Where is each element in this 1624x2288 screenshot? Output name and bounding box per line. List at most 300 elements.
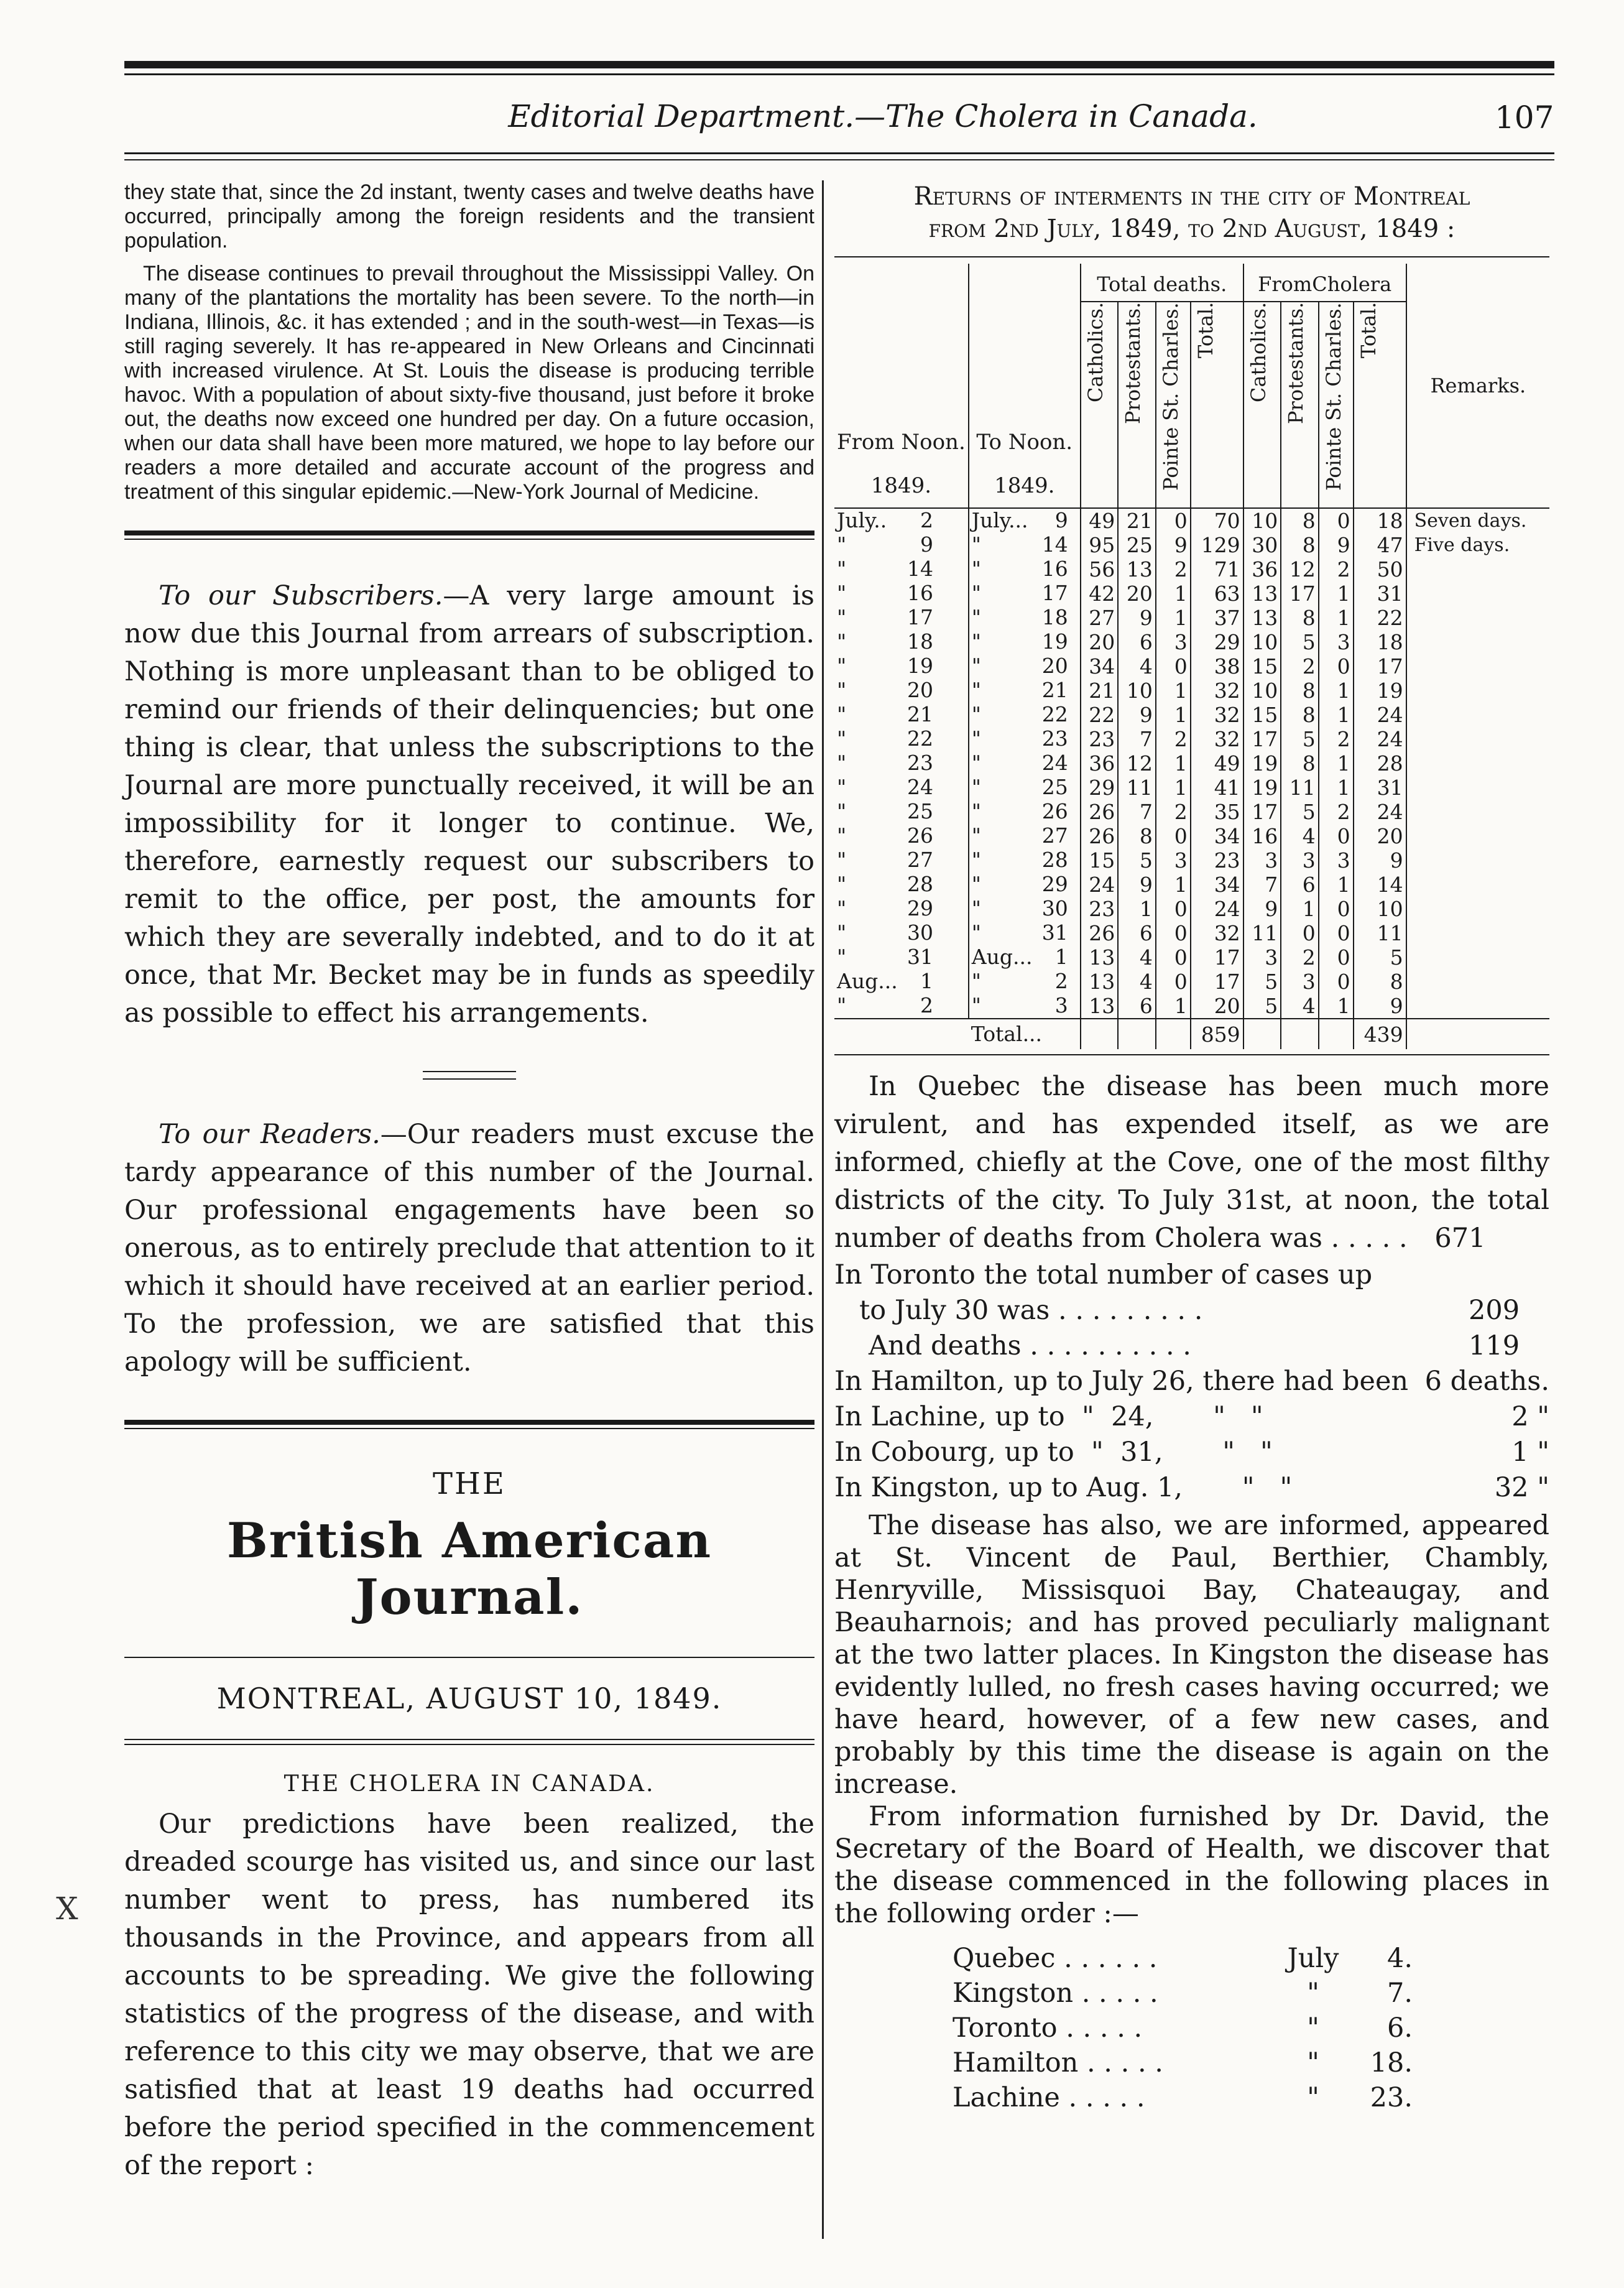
cholera-protestants-cell: 8	[1281, 533, 1319, 557]
to-date-cell: " 14	[969, 533, 1081, 557]
cholera-catholics-cell: 15	[1243, 654, 1281, 679]
cholera-catholics-cell: 5	[1243, 970, 1281, 994]
cholera-protestants-cell: 5	[1281, 800, 1319, 824]
protestants-cell: 4	[1118, 970, 1156, 994]
short-rule	[423, 1071, 516, 1080]
table-row	[834, 751, 1549, 776]
cholera-protestants-cell: 3	[1281, 970, 1319, 994]
cholera-total-cell: 24	[1354, 703, 1406, 727]
head-rule-2	[124, 159, 1554, 160]
from-date-cell: " 9	[834, 533, 969, 557]
intro-paragraph: The disease continues to prevail throughout the Mississippi Valley. On many of the plantations the mortality has been severe. To the north—in Indiana, Illinois, &c. it has extended ; and in the south-west—in Texas—is still raging severely. It has re-appeared in New Orleans and Cincinnati with increased virulence. At St. Louis the disease is producing terrible havoc. With a population of about sixty-five thousand, just before it broke out, the deaths now exceed one hundred per day. On a future occasion, when our data shall have been more matured, we hope to lay before our readers a more detailed and accurate account of the progress and treatment of this singular epidemic.—New-York Journal of Medicine.	[124, 262, 814, 504]
quebec-paragraph	[834, 1068, 1549, 1257]
from-date-cell: " 25	[834, 800, 969, 824]
total-cell: 34	[1191, 824, 1243, 848]
to-date-cell: July... 9	[969, 508, 1081, 533]
to-date-cell: " 29	[969, 873, 1081, 897]
to-date-cell: " 3	[969, 994, 1081, 1019]
cholera-protestants-cell: 2	[1281, 945, 1319, 970]
total-cell: 32	[1191, 703, 1243, 727]
cholera-protestants-cell: 8	[1281, 703, 1319, 727]
remarks-cell	[1406, 800, 1549, 824]
protestants-cell: 6	[1118, 630, 1156, 654]
cholera-protestants-cell: 4	[1281, 824, 1319, 848]
to-date-cell: Aug... 1	[969, 945, 1081, 970]
section-title: THE CHOLERA IN CANADA.	[284, 1771, 655, 1797]
pointe-cell: 0	[1156, 508, 1191, 533]
interments-table	[834, 264, 1549, 1049]
cholera-pointe-cell: 0	[1319, 897, 1354, 921]
remarks-cell	[1406, 848, 1549, 873]
cholera-protestants-cell: 2	[1281, 654, 1319, 679]
cholera-total-cell: 19	[1354, 679, 1406, 703]
table-row	[834, 654, 1549, 679]
catholics-cell: 34	[1081, 654, 1119, 679]
pointe-cell: 1	[1156, 751, 1191, 776]
cholera-pointe-cell: 1	[1319, 581, 1354, 606]
catholics-cell: 26	[1081, 800, 1119, 824]
catholics-cell: 49	[1081, 508, 1119, 533]
cholera-total-cell: 18	[1354, 508, 1406, 533]
remarks-cell	[1406, 557, 1549, 581]
cholera-total-cell: 20	[1354, 824, 1406, 848]
remarks-cell	[1406, 824, 1549, 848]
cholera-pointe-cell: 1	[1319, 751, 1354, 776]
total-cell: 17	[1191, 945, 1243, 970]
cholera-catholics-cell: 10	[1243, 508, 1281, 533]
cholera-total-cell: 28	[1354, 751, 1406, 776]
table-row	[834, 776, 1549, 800]
remarks-cell	[1406, 630, 1549, 654]
readers-lead: To our Readers.	[159, 1119, 381, 1150]
table-row	[834, 703, 1549, 727]
cholera-catholics-cell: 13	[1243, 581, 1281, 606]
from-date-cell: " 18	[834, 630, 969, 654]
cobourg-deaths: In Cobourg, up to " 31, " " 1 "	[834, 1437, 1549, 1468]
protestants-cell: 6	[1118, 994, 1156, 1019]
from-date-cell: " 17	[834, 606, 969, 630]
table-row	[834, 994, 1549, 1019]
section-rule	[124, 530, 814, 535]
dateline-rule-bottom-2	[124, 1744, 814, 1745]
from-date-cell: " 2	[834, 994, 969, 1019]
cholera-pointe-cell: 0	[1319, 945, 1354, 970]
pointe-cell: 1	[1156, 703, 1191, 727]
catholics-cell: 95	[1081, 533, 1119, 557]
total-cell: 24	[1191, 897, 1243, 921]
cholera-protestants-cell: 1	[1281, 897, 1319, 921]
catholics-cell: 29	[1081, 776, 1119, 800]
to-date-cell: " 25	[969, 776, 1081, 800]
remarks-cell	[1406, 727, 1549, 751]
pointe-cell: 1	[1156, 606, 1191, 630]
cholera-protestants-cell: 8	[1281, 606, 1319, 630]
cholera-total-cell: 5	[1354, 945, 1406, 970]
total-cell: 70	[1191, 508, 1243, 533]
from-date-cell: " 21	[834, 703, 969, 727]
cholera-pointe-cell: 0	[1319, 654, 1354, 679]
total-cell: 23	[1191, 848, 1243, 873]
intro-paragraph: they state that, since the 2d instant, twenty cases and twelve deaths have occurred, principally among the foreign residents and the transient population.	[124, 180, 814, 252]
cholera-catholics-cell: 19	[1243, 776, 1281, 800]
table-caption-line2: from 2nd July, 1849, to 2nd August, 1849 :	[928, 215, 1456, 243]
cholera-pointe-cell: 1	[1319, 994, 1354, 1019]
cholera-pointe-cell: 1	[1319, 873, 1354, 897]
catholics-header: Catholics.	[1081, 302, 1119, 508]
cholera-pointe-cell: 3	[1319, 848, 1354, 873]
from-noon-header: From Noon. 1849.	[834, 264, 969, 508]
onset-row: Quebec . . . . . . July 4.	[953, 1943, 1413, 1974]
protestants-cell: 25	[1118, 533, 1156, 557]
remarks-cell	[1406, 873, 1549, 897]
cholera-pointe-cell: 2	[1319, 800, 1354, 824]
cholera-protestants-cell: 4	[1281, 994, 1319, 1019]
cholera-catholics-cell: 19	[1243, 751, 1281, 776]
table-row	[834, 824, 1549, 848]
cholera-pointe-cell: 9	[1319, 533, 1354, 557]
to-date-cell: " 30	[969, 897, 1081, 921]
cholera-pointe-cell: 1	[1319, 606, 1354, 630]
cholera-catholics-cell: 5	[1243, 994, 1281, 1019]
head-rule	[124, 152, 1554, 154]
catholics-cell: 21	[1081, 679, 1119, 703]
total-cell: 37	[1191, 606, 1243, 630]
from-date-cell: " 28	[834, 873, 969, 897]
cholera-pointe-cell: 0	[1319, 508, 1354, 533]
cholera-pointe-cell: 2	[1319, 727, 1354, 751]
table-row	[834, 508, 1549, 533]
protestants-cell: 7	[1118, 727, 1156, 751]
cholera-catholics-cell: 10	[1243, 679, 1281, 703]
pointe-cell: 2	[1156, 727, 1191, 751]
catholics-cell: 26	[1081, 824, 1119, 848]
remarks-cell	[1406, 654, 1549, 679]
catholics-cell: 36	[1081, 751, 1119, 776]
pointe-cell: 3	[1156, 848, 1191, 873]
pointe-cell: 1	[1156, 873, 1191, 897]
masthead-rule-thin	[124, 1428, 814, 1429]
to-date-cell: " 31	[969, 921, 1081, 945]
catholics-cell: 23	[1081, 897, 1119, 921]
table-row	[834, 897, 1549, 921]
cholera-pointe-cell: 1	[1319, 776, 1354, 800]
remarks-cell	[1406, 994, 1549, 1019]
cholera-total-cell: 24	[1354, 727, 1406, 751]
remarks-cell	[1406, 970, 1549, 994]
remarks-cell	[1406, 679, 1549, 703]
hamilton-deaths: In Hamilton, up to July 26, there had been 6 deaths.	[834, 1366, 1549, 1397]
from-date-cell: " 19	[834, 654, 969, 679]
table-top-rule	[834, 256, 1549, 257]
cholera-total-cell: 9	[1354, 848, 1406, 873]
onset-list	[953, 1941, 1549, 2115]
catholics-cell: 13	[1081, 994, 1119, 1019]
total-cell: 29	[1191, 630, 1243, 654]
cholera-catholics-cell: 7	[1243, 873, 1281, 897]
dateline: MONTREAL, AUGUST 10, 1849.	[216, 1682, 722, 1715]
total-deaths-header: Total deaths.	[1081, 264, 1243, 302]
to-date-cell: " 19	[969, 630, 1081, 654]
catholics-cell: 15	[1081, 848, 1119, 873]
dateline-rule-top	[124, 1657, 814, 1658]
to-date-cell: " 28	[969, 848, 1081, 873]
cholera-catholics-cell: 3	[1243, 945, 1281, 970]
cholera-catholics-header: Catholics.	[1243, 302, 1281, 508]
toronto-cases: to July 30 was . . . . . . . . . 209	[859, 1295, 1520, 1326]
pointe-cell: 0	[1156, 897, 1191, 921]
protestants-cell: 1	[1118, 897, 1156, 921]
catholics-cell: 24	[1081, 873, 1119, 897]
cholera-protestants-cell: 8	[1281, 679, 1319, 703]
page-number: 107	[1495, 100, 1554, 136]
total-header: Total.	[1191, 302, 1243, 508]
pointe-cell: 1	[1156, 776, 1191, 800]
table-row	[834, 800, 1549, 824]
to-date-cell: " 20	[969, 654, 1081, 679]
protestants-cell: 6	[1118, 921, 1156, 945]
protestants-cell: 13	[1118, 557, 1156, 581]
total-cell: 32	[1191, 921, 1243, 945]
protestants-cell: 21	[1118, 508, 1156, 533]
cholera-paragraph: Our predictions have been realized, the dreaded scourge has visited us, and since our last number went to press, has numbered its thousands in the Province, and appears from all accounts to be spreading. We give the following statistics of the progress of the disease, and with reference to this city we may observe, that we are satisfied that at least 19 deaths had occurred before the period specified in the commencement of the report :	[124, 1809, 814, 2181]
from-date-cell: " 14	[834, 557, 969, 581]
from-cholera-header: FromCholera	[1243, 264, 1406, 302]
table-row	[834, 921, 1549, 945]
pointe-cell: 1	[1156, 994, 1191, 1019]
from-date-cell: " 23	[834, 751, 969, 776]
pointe-cell: 2	[1156, 800, 1191, 824]
table-row	[834, 533, 1549, 557]
remarks-cell: Seven days.	[1414, 510, 1527, 532]
table-row	[834, 581, 1549, 606]
cholera-catholics-cell: 15	[1243, 703, 1281, 727]
masthead-rule	[124, 1420, 814, 1425]
journal-title: British American Journal.	[226, 1512, 713, 1626]
total-cell: 34	[1191, 873, 1243, 897]
onset-row: Lachine . . . . . " 23.	[953, 2082, 1413, 2113]
table-body	[834, 508, 1549, 1019]
left-column	[124, 180, 814, 2185]
onset-row: Toronto . . . . . " 6.	[953, 2012, 1413, 2044]
cholera-protestants-cell: 5	[1281, 727, 1319, 751]
catholics-cell: 23	[1081, 727, 1119, 751]
cholera-protestants-cell: 12	[1281, 557, 1319, 581]
protestants-cell: 9	[1118, 873, 1156, 897]
cholera-catholics-cell: 10	[1243, 630, 1281, 654]
protestants-cell: 7	[1118, 800, 1156, 824]
to-date-cell: " 17	[969, 581, 1081, 606]
protestants-cell: 4	[1118, 945, 1156, 970]
to-date-cell: " 27	[969, 824, 1081, 848]
total-cell: 38	[1191, 654, 1243, 679]
cholera-total-cell: 22	[1354, 606, 1406, 630]
cholera-protestants-cell: 5	[1281, 630, 1319, 654]
catholics-cell: 13	[1081, 970, 1119, 994]
from-date-cell: " 29	[834, 897, 969, 921]
cholera-total-cell: 50	[1354, 557, 1406, 581]
from-date-cell: " 31	[834, 945, 969, 970]
pointe-cell: 0	[1156, 921, 1191, 945]
table-row	[834, 606, 1549, 630]
cholera-protestants-cell: 0	[1281, 921, 1319, 945]
to-date-cell: " 2	[969, 970, 1081, 994]
pointe-cell: 0	[1156, 970, 1191, 994]
table-bottom-rule	[834, 1054, 1549, 1055]
protestants-cell: 9	[1118, 606, 1156, 630]
protestants-cell: 10	[1118, 679, 1156, 703]
top-rule	[124, 61, 1554, 68]
pointe-cell: 1	[1156, 679, 1191, 703]
cholera-pointe-cell: 0	[1319, 824, 1354, 848]
protestants-header: Protestants.	[1118, 302, 1156, 508]
onset-row: Hamilton . . . . . " 18.	[953, 2047, 1413, 2078]
cholera-catholics-cell: 3	[1243, 848, 1281, 873]
total-cell: 129	[1191, 533, 1243, 557]
cholera-catholics-cell: 13	[1243, 606, 1281, 630]
catholics-cell: 22	[1081, 703, 1119, 727]
protestants-cell: 20	[1118, 581, 1156, 606]
cholera-pointe-cell: 1	[1319, 703, 1354, 727]
top-rule-thin	[124, 73, 1554, 75]
readers-notice	[124, 1116, 814, 1381]
cholera-total-header: Total.	[1354, 302, 1406, 508]
cholera-catholics-cell: 11	[1243, 921, 1281, 945]
right-column	[834, 180, 1549, 2115]
cholera-pointe-cell: 3	[1319, 630, 1354, 654]
remarks-cell	[1406, 945, 1549, 970]
margin-mark: X	[56, 1891, 78, 1927]
pointe-cell: 0	[1156, 654, 1191, 679]
cholera-total-cell: 17	[1354, 654, 1406, 679]
remarks-cell	[1406, 703, 1549, 727]
quebec-value: 671	[1434, 1223, 1486, 1254]
dateline-rule-bottom	[124, 1739, 814, 1740]
cholera-total-cell: 8	[1354, 970, 1406, 994]
to-date-cell: " 16	[969, 557, 1081, 581]
cholera-catholics-cell: 16	[1243, 824, 1281, 848]
lachine-deaths: In Lachine, up to " 24, " " 2 "	[834, 1401, 1549, 1432]
cholera-total-cell: 11	[1354, 921, 1406, 945]
to-date-cell: " 18	[969, 606, 1081, 630]
section-rule-thin	[124, 539, 814, 540]
remarks-cell: Five days.	[1414, 534, 1510, 556]
table-row	[834, 630, 1549, 654]
table-row	[834, 679, 1549, 703]
remarks-cell	[1406, 897, 1549, 921]
cholera-total-cell: 18	[1354, 630, 1406, 654]
from-date-cell: " 30	[834, 921, 969, 945]
total-cell: 49	[1191, 751, 1243, 776]
total-cell: 32	[1191, 679, 1243, 703]
protestants-cell: 8	[1118, 824, 1156, 848]
to-date-cell: " 26	[969, 800, 1081, 824]
table-row	[834, 970, 1549, 994]
cholera-total-cell: 31	[1354, 581, 1406, 606]
total-cell: 32	[1191, 727, 1243, 751]
subscribers-text: —A very large amount is now due this Journal from arrears of subscription. Nothing is more unpleasant than to be obliged to remind our friends of their delinquencies; but one thing is clear, that unless the subscriptions to the Journal are more punctually received, it will be an impossibility for it longer to continue. We, therefore, earnestly request our subscribers to remit to the office, per post, the amounts for which they are severally indebted, and to do it at once, that Mr. Becket may be in funds as speedily as possible to effect his arrangements.	[124, 580, 814, 1029]
cholera-pointe-cell: 0	[1319, 970, 1354, 994]
table-row	[834, 727, 1549, 751]
protestants-cell: 5	[1118, 848, 1156, 873]
cholera-total-cell: 47	[1354, 533, 1406, 557]
cholera-catholics-cell: 30	[1243, 533, 1281, 557]
pointe-cell: 3	[1156, 630, 1191, 654]
cholera-protestants-cell: 17	[1281, 581, 1319, 606]
pointe-cell: 1	[1156, 581, 1191, 606]
table-row	[834, 848, 1549, 873]
total-cell: 71	[1191, 557, 1243, 581]
cholera-catholics-cell: 36	[1243, 557, 1281, 581]
pointe-cell: 0	[1156, 824, 1191, 848]
cholera-pointe-cell: 1	[1319, 679, 1354, 703]
remarks-header: Remarks.	[1430, 374, 1526, 397]
catholics-cell: 42	[1081, 581, 1119, 606]
cholera-pointe-header: Pointe St. Charles.	[1319, 302, 1354, 508]
subscribers-lead: To our Subscribers.	[159, 580, 443, 611]
total-cholera-value: 439	[1354, 1019, 1406, 1049]
column-divider	[822, 180, 824, 2239]
quebec-text: In Quebec the disease has been much more virulent, and has expended itself, as we are informed, chiefly at the Cove, one of the most filthy districts of the city. To July 31st, at noon, the total number of deaths from Cholera was . . . . .	[834, 1071, 1549, 1254]
from-date-cell: " 20	[834, 679, 969, 703]
table-row	[834, 557, 1549, 581]
total-deaths-value: 859	[1191, 1019, 1243, 1049]
pointe-cell: 0	[1156, 945, 1191, 970]
remarks-cell	[1406, 606, 1549, 630]
pointe-cell: 2	[1156, 557, 1191, 581]
journal-the: THE	[433, 1466, 506, 1501]
cholera-protestants-cell: 8	[1281, 508, 1319, 533]
remarks-cell	[1406, 921, 1549, 945]
toronto-deaths: And deaths . . . . . . . . . . 119	[869, 1330, 1520, 1361]
catholics-cell: 27	[1081, 606, 1119, 630]
from-date-cell: Aug... 1	[834, 970, 969, 994]
remarks-cell	[1406, 581, 1549, 606]
table-row	[834, 873, 1549, 897]
from-date-cell: " 27	[834, 848, 969, 873]
from-date-cell: " 16	[834, 581, 969, 606]
from-date-cell: July.. 2	[834, 508, 969, 533]
cholera-pointe-cell: 2	[1319, 557, 1354, 581]
cholera-catholics-cell: 9	[1243, 897, 1281, 921]
cholera-total-cell: 14	[1354, 873, 1406, 897]
catholics-cell: 26	[1081, 921, 1119, 945]
spread-paragraph: The disease has also, we are informed, appeared at St. Vincent de Paul, Berthier, Chambly, Henryville, Missisquoi Bay, Chateaugay, and Beauharnois; and has proved peculiarly malignant at the two latter places. In Kingston the disease has evidently lulled, no fresh cases having occurred; we have heard, however, of a few new cases, and probably by this time the disease is again on the increase.	[834, 1510, 1549, 1800]
to-date-cell: " 21	[969, 679, 1081, 703]
protestants-cell: 12	[1118, 751, 1156, 776]
running-head: Editorial Department.—The Cholera in Canada.	[508, 98, 1258, 134]
to-date-cell: " 22	[969, 703, 1081, 727]
from-date-cell: " 24	[834, 776, 969, 800]
onset-row: Kingston . . . . . " 7.	[953, 1978, 1413, 2009]
cholera-catholics-cell: 17	[1243, 800, 1281, 824]
to-date-cell: " 23	[969, 727, 1081, 751]
protestants-cell: 4	[1118, 654, 1156, 679]
table-caption-line1: Returns of interments in the city of Montreal	[913, 182, 1470, 211]
total-cell: 41	[1191, 776, 1243, 800]
cholera-protestants-cell: 3	[1281, 848, 1319, 873]
readers-text: —Our readers must excuse the tardy appearance of this number of the Journal. Our professional engagements have been so onerous, as to entirely preclude that attention to it which it should have received at an earlier period. To the profession, we are satisfied that this apology will be sufficient.	[124, 1119, 814, 1378]
catholics-cell: 56	[1081, 557, 1119, 581]
kingston-deaths: In Kingston, up to Aug. 1, " " 32 "	[834, 1472, 1549, 1503]
protestants-cell: 11	[1118, 776, 1156, 800]
cholera-protestants-header: Protestants.	[1281, 302, 1319, 508]
city-deaths-list	[834, 1257, 1549, 1506]
total-label: Total...	[969, 1019, 1081, 1049]
toronto-intro: In Toronto the total number of cases up	[834, 1259, 1373, 1290]
table-row	[834, 945, 1549, 970]
to-date-cell: " 24	[969, 751, 1081, 776]
protestants-cell: 9	[1118, 703, 1156, 727]
